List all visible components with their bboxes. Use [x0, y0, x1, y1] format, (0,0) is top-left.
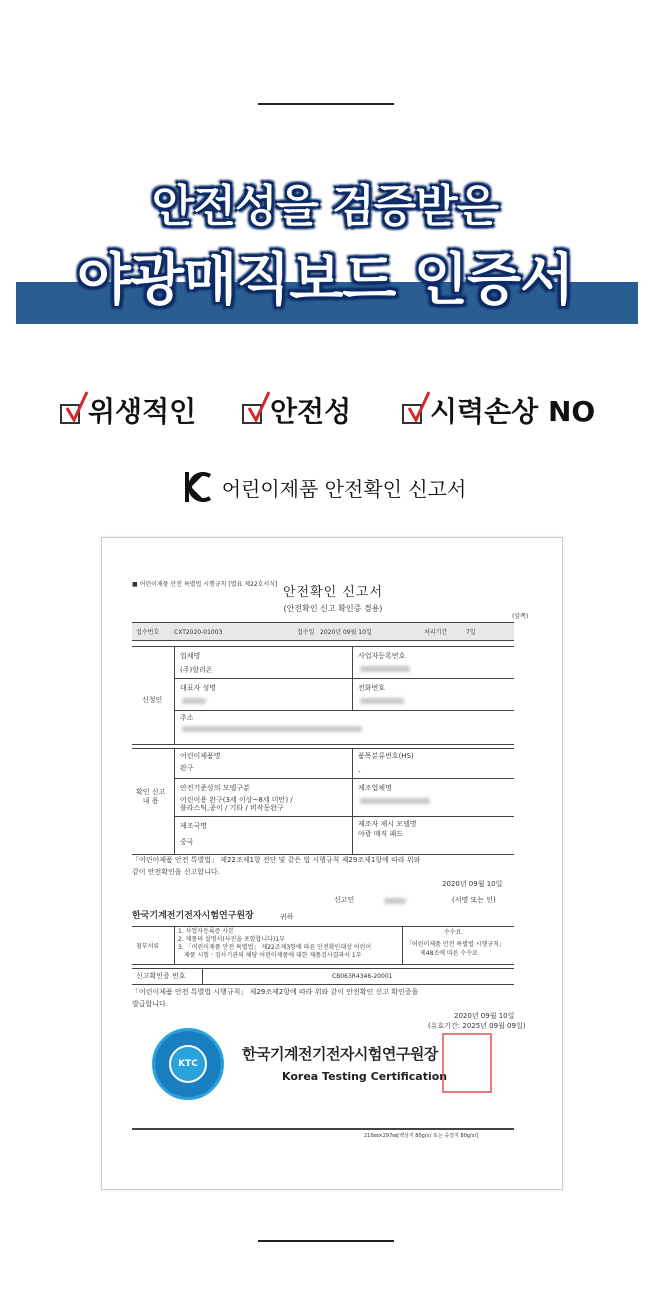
bottom-divider — [258, 1240, 394, 1242]
sign-date: 2020년 09월 10일 — [442, 880, 503, 888]
receipt-date: 2020년 09월 10일 — [320, 629, 372, 636]
checkbox-checked-icon — [60, 404, 80, 424]
company-label: 업체명 — [180, 652, 201, 660]
attach-1: 1. 사업자등록증 사본 — [178, 928, 234, 935]
issue-date: 2020년 09월 10일 — [454, 1012, 515, 1020]
receipt-no-label: 접수번호 — [136, 629, 160, 636]
doc-subtitle: (안전확인 신고 확인증 겸용) — [283, 604, 383, 613]
address-label: 주소 — [180, 714, 194, 722]
maker-label: 제조업체명 — [358, 784, 392, 792]
receipt-date-label: 접수일 — [297, 629, 315, 636]
phone-label: 전화번호 — [358, 684, 386, 692]
check-item-safety — [242, 382, 351, 432]
country: 중국 — [180, 838, 194, 846]
addressee-suffix: 귀하 — [280, 913, 294, 921]
model-group-2: 플라스틱,종이 / 기타 / 비작동완구 — [180, 804, 284, 812]
attach-3: 3. 「어린이제품 안전 특별법」 제22조제3항에 따른 안전확인대상 어린이 — [178, 944, 372, 951]
kc-caption — [0, 470, 650, 504]
headline-line1: 안전성을 검증받은 — [151, 181, 499, 232]
issuer-korean: 한국기계전기전자시험연구원장 — [242, 1045, 438, 1063]
doc-title: 안전확인 신고서 — [282, 585, 384, 600]
paper-note: 210㎜×297㎜[백상지 80g/㎡ 또는 중질지 80g/㎡] — [364, 1133, 479, 1139]
fee-label: 수수료 — [444, 929, 462, 936]
period: 7일 — [466, 629, 476, 636]
model-group: 어린이용 완구(3세 이상~8세 미만) / — [180, 796, 293, 804]
feature-checklist — [0, 382, 650, 432]
statement-2: 같이 안전확인을 신고합니다. — [132, 868, 220, 876]
biz-no-label: 사업자등록번호 — [358, 652, 406, 660]
kc-label: 어린이제품 안전확인 신고서 — [221, 476, 467, 501]
attach-2: 2. 제품의 설명서(사진을 포함합니다)1부 — [178, 936, 285, 943]
check-label: 시력손상 NO — [430, 395, 596, 428]
hs-label: 품목분류번호(HS) — [358, 752, 414, 760]
ktc-seal-text: KTC — [169, 1045, 207, 1083]
checkbox-checked-icon — [402, 404, 422, 424]
check-label: 안전성 — [270, 395, 352, 428]
checkbox-checked-icon — [242, 404, 262, 424]
check-item-hygiene — [60, 382, 196, 432]
attach-4: 제품 시험ㆍ검사기관의 해당 어린이제품에 대한 제품검사결과서 1부 — [184, 952, 362, 959]
model-group-label: 안전기준상의 모델구분 — [180, 784, 250, 792]
ktc-seal-icon — [152, 1028, 224, 1100]
certificate-document — [101, 537, 563, 1190]
kc-mark-icon — [184, 470, 214, 504]
hs: - — [358, 768, 361, 776]
country-label: 제조국명 — [180, 822, 208, 830]
period-label: 처리기간 — [424, 629, 448, 636]
top-divider — [258, 103, 394, 105]
rep-label: 대표자 성명 — [180, 684, 217, 692]
product-label: 어린이제품명 — [180, 752, 221, 760]
product: 완구 — [180, 764, 194, 772]
form-ref: ■ 어린이제품 안전 특별법 시행규칙 [별표 제22호서식] — [132, 581, 278, 588]
headline-line2: 야광매직보드 인증서 — [76, 248, 574, 313]
company: (주)할리온 — [180, 666, 213, 674]
confirm-label: 확인 신고 내 용 — [136, 788, 166, 805]
reporter-label: 신고인 — [334, 896, 355, 904]
fee-1: 「어린이제품 안전 특별법 시행규칙」 — [406, 941, 505, 948]
model-name: 야광 매직 패드 — [358, 830, 404, 838]
cert-no: CB063R4346-20001 — [332, 973, 393, 980]
valid-period: (유효기간: 2025년 09월 09일) — [428, 1022, 526, 1030]
applicant-label: 신청인 — [142, 696, 163, 704]
check-label: 위생적인 — [88, 395, 197, 428]
statement-1: 「어린이제품 안전 특별법」 제22조제1항 전단 및 같은 법 시행규칙 제29조제1항에 따라 위와 — [132, 856, 421, 864]
addressee: 한국기계전기전자시험연구원장 — [132, 911, 254, 921]
model-name-label: 제조자 제시 모델명 — [358, 820, 417, 828]
issuer-english: Korea Testing Certification — [282, 1070, 448, 1083]
confirm-2: 발급합니다. — [132, 1000, 169, 1008]
confirm-1: 「어린이제품 안전 특별법 시행규칙」 제29조제2항에 따라 위와 같이 안전확인 신고 확인증을 — [132, 988, 419, 996]
official-stamp-icon — [442, 1033, 492, 1093]
attach-label: 첨부서류 — [136, 943, 160, 950]
cert-no-label: 신고확인증 번호 — [136, 972, 186, 980]
receipt-no: CXT2020-01003 — [174, 629, 223, 636]
sign-note: (서명 또는 인) — [452, 896, 496, 904]
page-note: (앞쪽) — [512, 613, 529, 620]
check-item-eyesight — [402, 382, 595, 432]
fee-2: 제48조에 따른 수수료 — [420, 950, 478, 957]
